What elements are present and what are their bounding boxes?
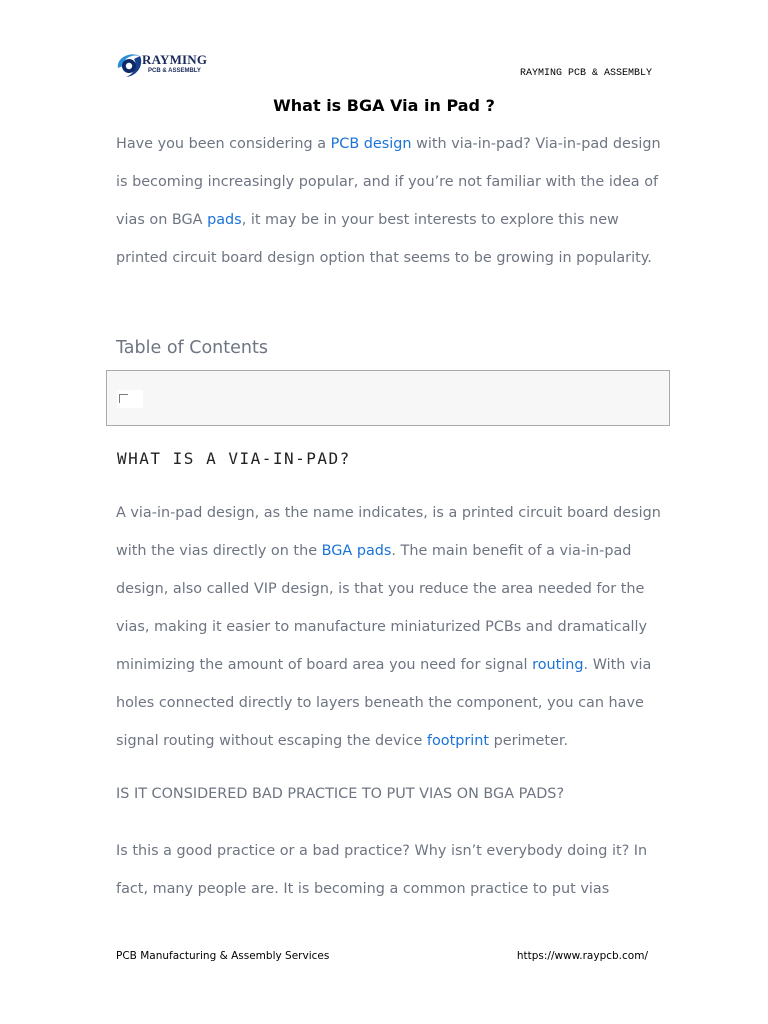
intro-paragraph [116,125,661,277]
section-heading-via-in-pad: WHAT IS A VIA-IN-PAD? [117,449,351,468]
toc-box [106,370,670,426]
footer-url-link[interactable]: https://www.raypcb.com/ [516,950,648,962]
pcb-design-link[interactable]: PCB design [330,136,412,152]
bad-practice-paragraph: Is this a good practice or a bad practice? Why isn’t everybody doing it? In fact, many people are. It is becoming a common practice to put vias [116,843,648,897]
rayming-logo-icon [114,50,144,80]
section1-text-2: . The main benefit of a via-in-pad design, also called VIP design, is that you reduce the area needed for the vias, making it easier to manufacture miniaturized PCBs and dramatically minimizing the amount of board area you need for signal [116,543,648,673]
pads-link[interactable]: pads [207,212,242,228]
routing-link[interactable]: routing [532,657,584,673]
intro-text-2: with via-in-pad? Via-in-pad design is becoming increasingly popular, and if you’re not familiar with the idea of vias on BGA [116,136,661,228]
footprint-link[interactable]: footprint [426,733,490,749]
toc-title: Table of Contents [116,338,268,358]
bga-pads-link[interactable]: BGA pads [321,543,392,559]
section1-text-1: A via-in-pad design, as the name indicates, is a printed circuit board design with the vias directly on the [116,505,661,559]
rayming-logo[interactable] [114,50,224,80]
toc-toggle-icon [119,394,128,403]
logo-name: RAYMING [142,52,208,67]
toc-toggle-button[interactable] [117,390,143,408]
header-company-name: RAYMING PCB & ASSEMBLY [519,68,652,79]
intro-text-3: , it may be in your best interests to explore this new printed circuit board design option that seems to be growing in popularity. [116,212,652,266]
section1-text-4: perimeter. [489,733,569,749]
logo-subtitle: PCB & ASSEMBLY [148,68,201,74]
page-title: What is BGA Via in Pad ? [273,96,495,115]
via-in-pad-paragraph [116,494,661,760]
section-heading-bad-practice: IS IT CONSIDERED BAD PRACTICE TO PUT VIAS ON BGA PADS? [116,786,565,802]
section1-text-3: . With via holes connected directly to layers beneath the component, you can have signal routing without escaping the device [116,657,652,749]
intro-text-1: Have you been considering a [116,136,331,152]
footer-left-text: PCB Manufacturing & Assembly Services [116,950,330,962]
